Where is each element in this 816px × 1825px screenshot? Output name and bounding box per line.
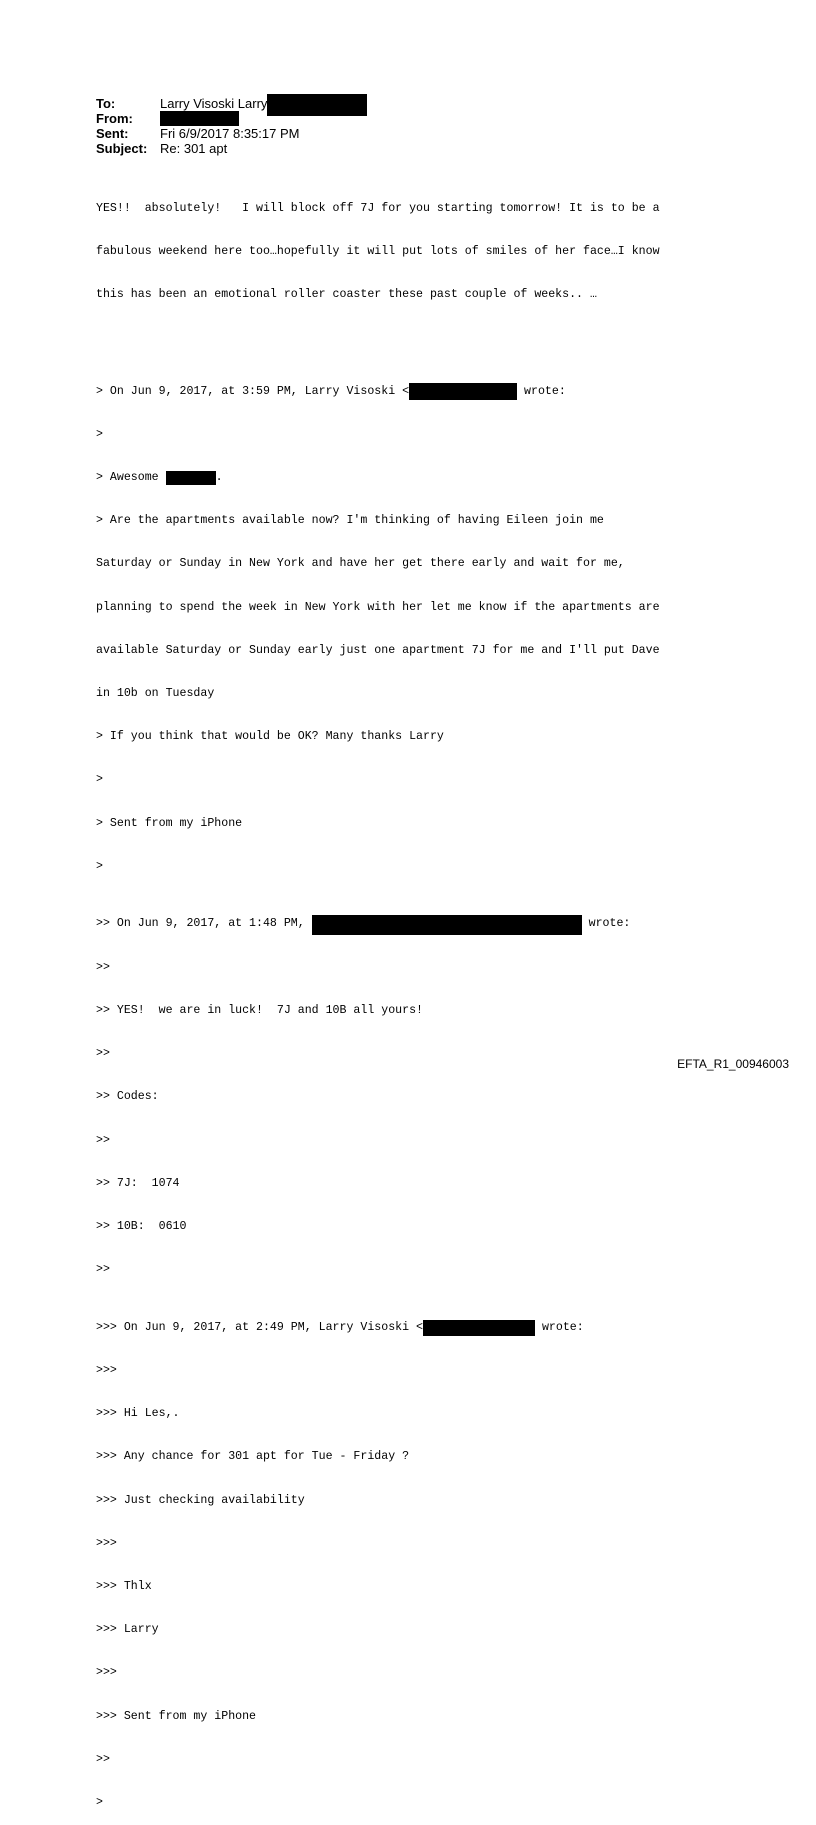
sent-row bbox=[96, 126, 367, 141]
to-label: To: bbox=[96, 96, 116, 111]
quote-header-2-wrote: wrote: bbox=[581, 917, 631, 931]
from-value bbox=[160, 111, 239, 126]
redaction-to-email bbox=[267, 94, 367, 116]
quote-line: >>> Hi Les,. bbox=[96, 1407, 180, 1421]
awesome-prefix: > Awesome bbox=[96, 471, 166, 485]
to-row bbox=[96, 96, 367, 111]
sent-value: Fri 6/9/2017 8:35:17 PM bbox=[160, 126, 300, 141]
quote-header-3 bbox=[96, 1321, 660, 1335]
document-id: EFTA_R1_00946003 bbox=[677, 1057, 789, 1071]
quote-line: > bbox=[96, 1795, 103, 1809]
email-header bbox=[96, 96, 367, 156]
redaction-sender bbox=[312, 915, 582, 935]
quote-line: Saturday or Sunday in New York and have her get there early and wait for me, bbox=[96, 557, 625, 571]
quote-line: >> bbox=[96, 1263, 110, 1277]
awesome-line bbox=[96, 471, 660, 485]
quote-line: > Sent from my iPhone bbox=[96, 816, 243, 830]
subject-value: Re: 301 apt bbox=[160, 141, 228, 156]
quote-line: >>> Any chance for 301 apt for Tue - Friday ? bbox=[96, 1450, 410, 1464]
quote-header-1-wrote: wrote: bbox=[517, 384, 566, 398]
from-label: From: bbox=[96, 111, 133, 126]
quote-line: >>> bbox=[96, 1363, 117, 1377]
quote-line: >> Codes: bbox=[96, 1090, 159, 1104]
quote-line: >> 7J: 1074 bbox=[96, 1176, 180, 1190]
redaction-from bbox=[160, 111, 239, 126]
quote-header-2 bbox=[96, 917, 660, 931]
quote-line: >>> bbox=[96, 1666, 117, 1680]
quote-line: available Saturday or Sunday early just one apartment 7J for me and I'll put Dave bbox=[96, 643, 660, 657]
quote-line: > bbox=[96, 427, 103, 441]
quote-header-3-prefix: >>> On Jun 9, 2017, at 2:49 PM, Larry Visoski < bbox=[96, 1320, 423, 1334]
quote-line: > bbox=[96, 773, 103, 787]
quote-line: >>> Just checking availability bbox=[96, 1493, 305, 1507]
quote-line: >> 10B: 0610 bbox=[96, 1219, 187, 1233]
quote-line: >> bbox=[96, 1752, 110, 1766]
quote-line: >>> Thlx bbox=[96, 1579, 152, 1593]
redaction-larry-email-2 bbox=[423, 1320, 535, 1336]
redaction-name bbox=[166, 471, 216, 485]
to-name: Larry Visoski Larry bbox=[160, 96, 268, 111]
quote-line: >> bbox=[96, 1133, 110, 1147]
quote-line: in 10b on Tuesday bbox=[96, 687, 215, 701]
subject-row bbox=[96, 141, 367, 156]
reply-line: this has been an emotional roller coaster these past couple of weeks.. … bbox=[96, 288, 597, 302]
sent-label: Sent: bbox=[96, 126, 129, 141]
quote-line: > If you think that would be OK? Many thanks Larry bbox=[96, 730, 444, 744]
awesome-end: . bbox=[215, 471, 223, 485]
reply-line: YES!! absolutely! I will block off 7J for you starting tomorrow! It is to be a bbox=[96, 201, 660, 215]
subject-label: Subject: bbox=[96, 141, 148, 156]
quote-header-3-wrote: wrote: bbox=[535, 1320, 584, 1334]
quote-line: planning to spend the week in New York with her let me know if the apartments are bbox=[96, 600, 660, 614]
email-body bbox=[96, 173, 660, 1825]
quote-header-1-prefix: > On Jun 9, 2017, at 3:59 PM, Larry Visoski < bbox=[96, 384, 410, 398]
quote-line: >> bbox=[96, 1047, 110, 1061]
quote-line: >>> bbox=[96, 1536, 117, 1550]
quote-header-1 bbox=[96, 385, 660, 399]
quote-line: >> bbox=[96, 960, 110, 974]
quote-line: > bbox=[96, 859, 103, 873]
quote-line: >> YES! we are in luck! 7J and 10B all yours! bbox=[96, 1003, 423, 1017]
reply-line: fabulous weekend here too…hopefully it will put lots of smiles of her face…I know bbox=[96, 245, 660, 259]
redaction-larry-email-1 bbox=[409, 383, 517, 400]
quote-line: > Are the apartments available now? I'm thinking of having Eileen join me bbox=[96, 514, 604, 528]
quote-line: >>> Larry bbox=[96, 1623, 159, 1637]
quote-line: >>> Sent from my iPhone bbox=[96, 1709, 257, 1723]
quote-header-2-prefix: >> On Jun 9, 2017, at 1:48 PM, bbox=[96, 917, 312, 931]
